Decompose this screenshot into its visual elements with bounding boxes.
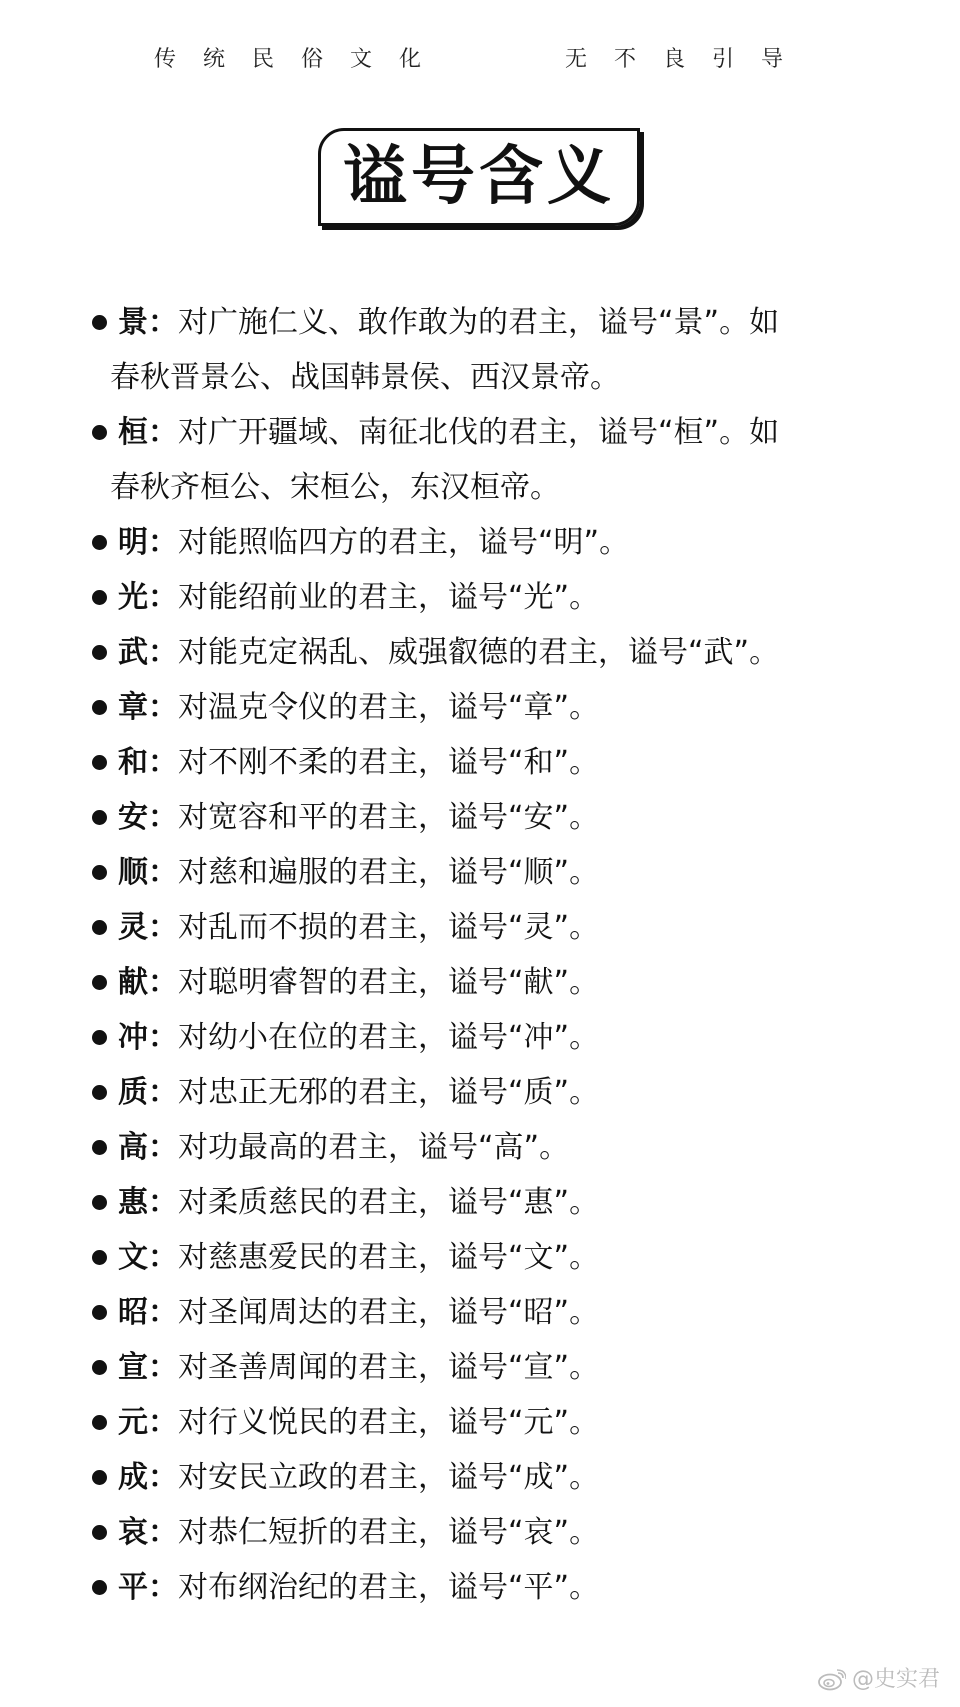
entry-term: 文 bbox=[118, 1240, 148, 1275]
list-item bbox=[92, 845, 892, 900]
entry-colon: ： bbox=[148, 855, 178, 890]
entry-first-line bbox=[118, 845, 892, 900]
entry-colon: ： bbox=[148, 1460, 178, 1495]
entry-colon: ： bbox=[148, 690, 178, 725]
entry-first-line bbox=[118, 955, 892, 1010]
entry-term: 宣 bbox=[118, 1350, 148, 1385]
entry-colon: ： bbox=[148, 1240, 178, 1275]
entry-colon: ： bbox=[148, 635, 178, 670]
entry-first-line bbox=[118, 1560, 892, 1615]
entry-first-line bbox=[118, 1230, 892, 1285]
entry-text: 对能克定祸乱、威强叡德的君主，谥号“武”。 bbox=[178, 635, 780, 670]
list-item bbox=[92, 1175, 892, 1230]
list-item bbox=[92, 1340, 892, 1395]
entry-colon: ： bbox=[148, 580, 178, 615]
entry-colon: ： bbox=[148, 1515, 178, 1550]
entry-first-line bbox=[118, 735, 892, 790]
bullet-icon bbox=[92, 315, 107, 330]
list-item bbox=[92, 295, 892, 405]
list-item bbox=[92, 790, 892, 845]
watermark-text: @史实君 bbox=[851, 1667, 940, 1692]
list-item bbox=[92, 955, 892, 1010]
entry-colon: ： bbox=[148, 1130, 178, 1165]
entry-text: 对乱而不损的君主，谥号“灵”。 bbox=[178, 910, 600, 945]
entry-term: 明 bbox=[118, 525, 148, 560]
entry-text: 对圣善周闻的君主，谥号“宣”。 bbox=[178, 1350, 600, 1385]
entry-term: 武 bbox=[118, 635, 148, 670]
bullet-icon bbox=[92, 1415, 107, 1430]
bullet-icon bbox=[92, 810, 107, 825]
entry-colon: ： bbox=[148, 1350, 178, 1385]
list-item bbox=[92, 1395, 892, 1450]
entry-colon: ： bbox=[148, 1075, 178, 1110]
list-item bbox=[92, 625, 892, 680]
bullet-icon bbox=[92, 755, 107, 770]
entry-text: 对布纲治纪的君主，谥号“平”。 bbox=[178, 1570, 600, 1605]
list-item bbox=[92, 680, 892, 735]
list-item bbox=[92, 570, 892, 625]
entry-colon: ： bbox=[148, 1020, 178, 1055]
page-title: 谥号含义 bbox=[343, 140, 615, 214]
entry-colon: ： bbox=[148, 745, 178, 780]
entry-term: 平 bbox=[118, 1570, 148, 1605]
entry-text: 春秋晋景公、战国韩景侯、西汉景帝。 bbox=[110, 360, 620, 395]
bullet-icon bbox=[92, 865, 107, 880]
entry-text: 对宽容和平的君主，谥号“安”。 bbox=[178, 800, 600, 835]
entry-colon: ： bbox=[148, 910, 178, 945]
entry-term: 章 bbox=[118, 690, 148, 725]
entry-term: 高 bbox=[118, 1130, 148, 1165]
header-right-tag: 无不良引导 bbox=[565, 47, 811, 72]
entry-first-line bbox=[118, 680, 892, 735]
entry-colon: ： bbox=[148, 800, 178, 835]
header-tags bbox=[0, 42, 960, 74]
entry-colon: ： bbox=[148, 305, 178, 340]
bullet-icon bbox=[92, 700, 107, 715]
entry-colon: ： bbox=[148, 1185, 178, 1220]
entry-first-line bbox=[118, 405, 892, 460]
entry-text: 春秋齐桓公、宋桓公，东汉桓帝。 bbox=[110, 470, 560, 505]
bullet-icon bbox=[92, 1580, 107, 1595]
entry-colon: ： bbox=[148, 965, 178, 1000]
entry-term: 灵 bbox=[118, 910, 148, 945]
entry-term: 质 bbox=[118, 1075, 148, 1110]
bullet-icon bbox=[92, 425, 107, 440]
list-item bbox=[92, 1230, 892, 1285]
list-item bbox=[92, 1450, 892, 1505]
entry-term: 惠 bbox=[118, 1185, 148, 1220]
entry-first-line bbox=[118, 1010, 892, 1065]
entry-text: 对不刚不柔的君主，谥号“和”。 bbox=[178, 745, 600, 780]
entry-colon: ： bbox=[148, 1405, 178, 1440]
entry-first-line bbox=[118, 1285, 892, 1340]
bullet-icon bbox=[92, 1140, 107, 1155]
entry-term: 景 bbox=[118, 305, 148, 340]
title-box bbox=[318, 128, 640, 226]
bullet-icon bbox=[92, 1360, 107, 1375]
entry-first-line bbox=[118, 515, 892, 570]
entry-first-line bbox=[118, 1450, 892, 1505]
entry-first-line bbox=[118, 900, 892, 955]
entry-term: 桓 bbox=[118, 415, 148, 450]
entry-colon: ： bbox=[148, 415, 178, 450]
list-item bbox=[92, 1505, 892, 1560]
entry-first-line bbox=[118, 1505, 892, 1560]
entry-text: 对慈惠爱民的君主，谥号“文”。 bbox=[178, 1240, 600, 1275]
entry-colon: ： bbox=[148, 525, 178, 560]
entry-text: 对慈和遍服的君主，谥号“顺”。 bbox=[178, 855, 600, 890]
entry-term: 哀 bbox=[118, 1515, 148, 1550]
entry-first-line bbox=[118, 295, 892, 350]
entry-term: 安 bbox=[118, 800, 148, 835]
entry-text: 对安民立政的君主，谥号“成”。 bbox=[178, 1460, 600, 1495]
bullet-icon bbox=[92, 590, 107, 605]
entry-term: 光 bbox=[118, 580, 148, 615]
entry-text: 对柔质慈民的君主，谥号“惠”。 bbox=[178, 1185, 600, 1220]
entry-text: 对忠正无邪的君主，谥号“质”。 bbox=[178, 1075, 600, 1110]
entry-text: 对恭仁短折的君主，谥号“哀”。 bbox=[178, 1515, 600, 1550]
entry-text: 对广开疆域、南征北伐的君主，谥号“桓”。如 bbox=[178, 415, 780, 450]
list-item bbox=[92, 405, 892, 515]
list-item bbox=[92, 515, 892, 570]
list-item bbox=[92, 735, 892, 790]
entry-text: 对圣闻周达的君主，谥号“昭”。 bbox=[178, 1295, 600, 1330]
entry-term: 元 bbox=[118, 1405, 148, 1440]
entry-first-line bbox=[118, 1120, 892, 1175]
entry-text: 对行义悦民的君主，谥号“元”。 bbox=[178, 1405, 600, 1440]
entry-term: 成 bbox=[118, 1460, 148, 1495]
list-item bbox=[92, 1010, 892, 1065]
weibo-icon bbox=[818, 1669, 846, 1691]
bullet-icon bbox=[92, 1305, 107, 1320]
bullet-icon bbox=[92, 645, 107, 660]
header-left-tag: 传统民俗文化 bbox=[154, 47, 449, 72]
entry-text: 对功最高的君主，谥号“高”。 bbox=[178, 1130, 570, 1165]
entry-text: 对能照临四方的君主，谥号“明”。 bbox=[178, 525, 630, 560]
entry-term: 和 bbox=[118, 745, 148, 780]
bullet-icon bbox=[92, 920, 107, 935]
entry-colon: ： bbox=[148, 1570, 178, 1605]
entry-continuation-line bbox=[110, 350, 892, 405]
list-item bbox=[92, 1065, 892, 1120]
list-item bbox=[92, 1285, 892, 1340]
entry-first-line bbox=[118, 625, 892, 680]
watermark bbox=[818, 1662, 940, 1693]
entry-text: 对幼小在位的君主，谥号“冲”。 bbox=[178, 1020, 600, 1055]
entry-text: 对能绍前业的君主，谥号“光”。 bbox=[178, 580, 600, 615]
entry-first-line bbox=[118, 1340, 892, 1395]
bullet-icon bbox=[92, 1030, 107, 1045]
entry-text: 对聪明睿智的君主，谥号“献”。 bbox=[178, 965, 600, 1000]
entry-term: 顺 bbox=[118, 855, 148, 890]
bullet-icon bbox=[92, 1250, 107, 1265]
list-item bbox=[92, 1560, 892, 1615]
entry-term: 献 bbox=[118, 965, 148, 1000]
entry-first-line bbox=[118, 570, 892, 625]
bullet-icon bbox=[92, 1085, 107, 1100]
entry-continuation-line bbox=[110, 460, 892, 515]
entry-list bbox=[92, 295, 892, 1615]
entry-colon: ： bbox=[148, 1295, 178, 1330]
entry-term: 昭 bbox=[118, 1295, 148, 1330]
entry-first-line bbox=[118, 1175, 892, 1230]
entry-first-line bbox=[118, 1395, 892, 1450]
bullet-icon bbox=[92, 1195, 107, 1210]
list-item bbox=[92, 1120, 892, 1175]
entry-text: 对温克令仪的君主，谥号“章”。 bbox=[178, 690, 600, 725]
bullet-icon bbox=[92, 1470, 107, 1485]
list-item bbox=[92, 900, 892, 955]
bullet-icon bbox=[92, 535, 107, 550]
entry-term: 冲 bbox=[118, 1020, 148, 1055]
entry-first-line bbox=[118, 790, 892, 845]
entry-first-line bbox=[118, 1065, 892, 1120]
entry-text: 对广施仁义、敢作敢为的君主，谥号“景”。如 bbox=[178, 305, 780, 340]
bullet-icon bbox=[92, 1525, 107, 1540]
bullet-icon bbox=[92, 975, 107, 990]
